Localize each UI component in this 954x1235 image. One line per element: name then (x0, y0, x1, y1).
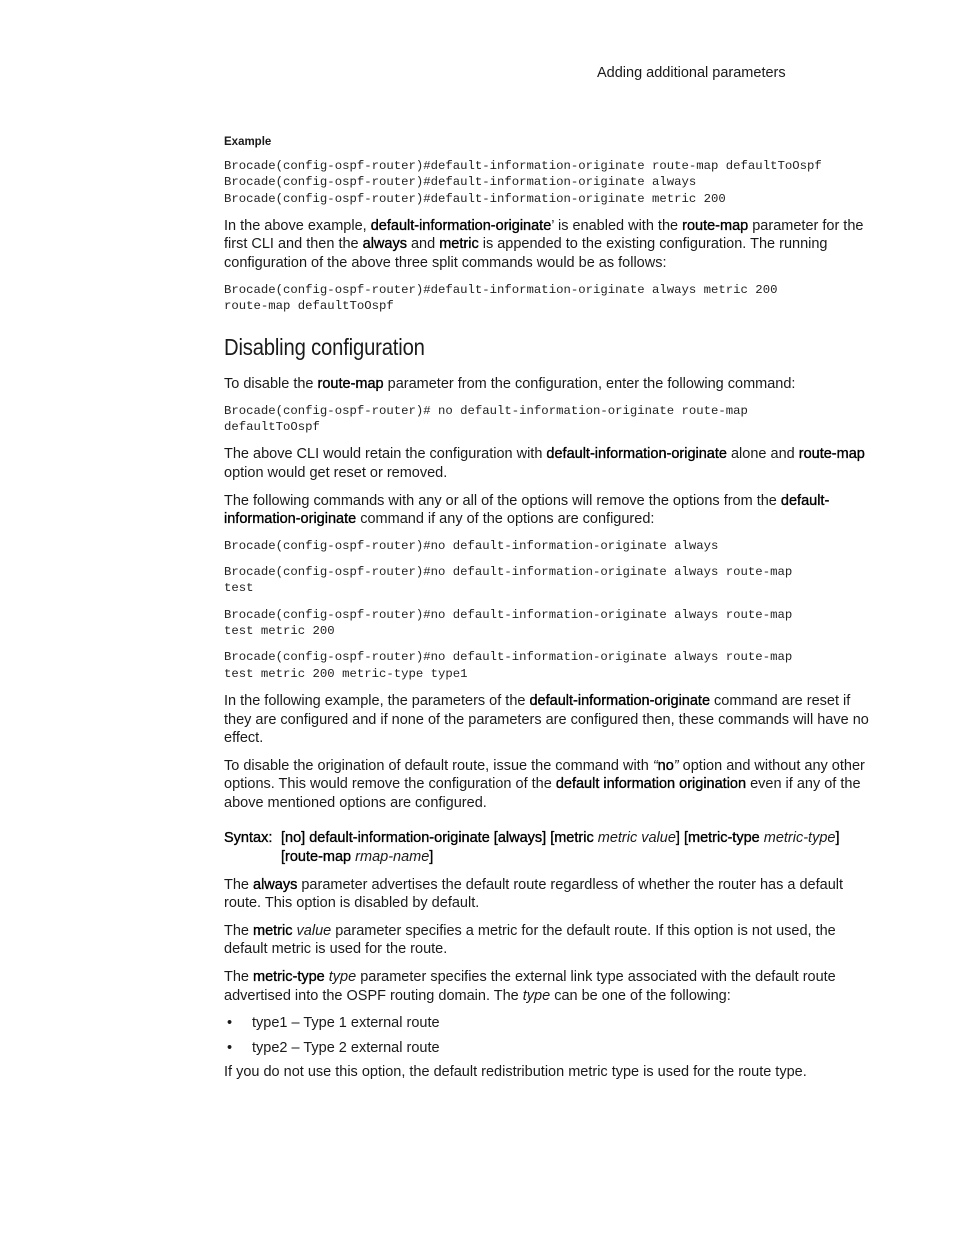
code-block-example: Brocade(config-ospf-router)#default-information-originate route-map defaultToOspf Brocade(config-ospf-router)#default-information-originate always Brocade(config-ospf-router)#default-information-originate metric 200 (224, 159, 822, 206)
paragraph-example-explanation: In the above example, default-information-originate’ is enabled with the route-map parameter for the first CLI and then the always and metric is appended to the existing configuration. The running configuration of the above three split commands would be as follows: (224, 217, 864, 272)
paragraph-default-metric-type: If you do not use this option, the default redistribution metric type is used for the route type. (224, 1064, 807, 1081)
paragraph-metric-type-param: The metric-type type parameter specifies the external link type associated with the default route advertised into the OSPF routing domain. The type can be one of the following: (224, 969, 836, 1004)
syntax-label: Syntax: (224, 830, 273, 847)
type-list (224, 1014, 870, 1057)
document-body (224, 136, 870, 1091)
bullet-icon: • (227, 1015, 233, 1032)
paragraph-retain-config: The above CLI would retain the configuration with default-information-originate alone and route-map option would get reset or removed. (224, 446, 865, 482)
code-block-no-route-map: Brocade(config-ospf-router)# no default-information-originate route-map defaultToOspf (224, 403, 748, 435)
paragraph-reset-parameters: In the following example, the parameters of the default-information-originate command are reset if they are configured and if none of the parameters are configured then, these commands will have no effect. (224, 692, 869, 747)
example-label: Example (224, 136, 272, 148)
paragraph-disable-route-map: To disable the route-map parameter from the configuration, enter the following command: (224, 376, 796, 393)
paragraph-remove-options: The following commands with any or all of the options will remove the options from the default-information-originate command if any of the options are configured: (224, 492, 830, 528)
code-block-no-always: Brocade(config-ospf-router)#no default-information-originate always (224, 538, 719, 553)
paragraph-disable-origination: To disable the origination of default route, issue the command with “no” option and without any other options. This would remove the configuration of the default information origination even if any of the above mentioned options are configured. (224, 757, 865, 811)
running-header: Adding additional parameters (597, 65, 786, 81)
bullet-icon: • (227, 1039, 233, 1056)
syntax-block (224, 829, 870, 866)
code-block-no-metric: Brocade(config-ospf-router)#no default-information-originate always route-map test metric 200 (224, 607, 793, 639)
paragraph-metric-param: The metric value parameter specifies a metric for the default route. If this option is not used, the default metric is used for the route. (224, 922, 836, 958)
syntax-text: [no] default-information-originate [always] [metric metric value] [metric-type metric-type] [route-map rmap-name] (281, 830, 840, 866)
code-block-no-metric-type: Brocade(config-ospf-router)#no default-information-originate always route-map test metric 200 metric-type type1 (224, 650, 793, 681)
paragraph-always-param: The always parameter advertises the default route regardless of whether the router has a default route. This option is disabled by default. (224, 876, 844, 912)
list-item: • type1 – Type 1 external route (227, 1015, 440, 1032)
list-item: • type2 – Type 2 external route (227, 1039, 440, 1056)
code-block-running-config: Brocade(config-ospf-router)#default-information-originate always metric 200 route-map defaultToOspf (224, 282, 778, 313)
section-heading: Disabling configuration (224, 334, 425, 361)
code-block-no-route-map-test: Brocade(config-ospf-router)#no default-information-originate always route-map test (224, 565, 793, 596)
